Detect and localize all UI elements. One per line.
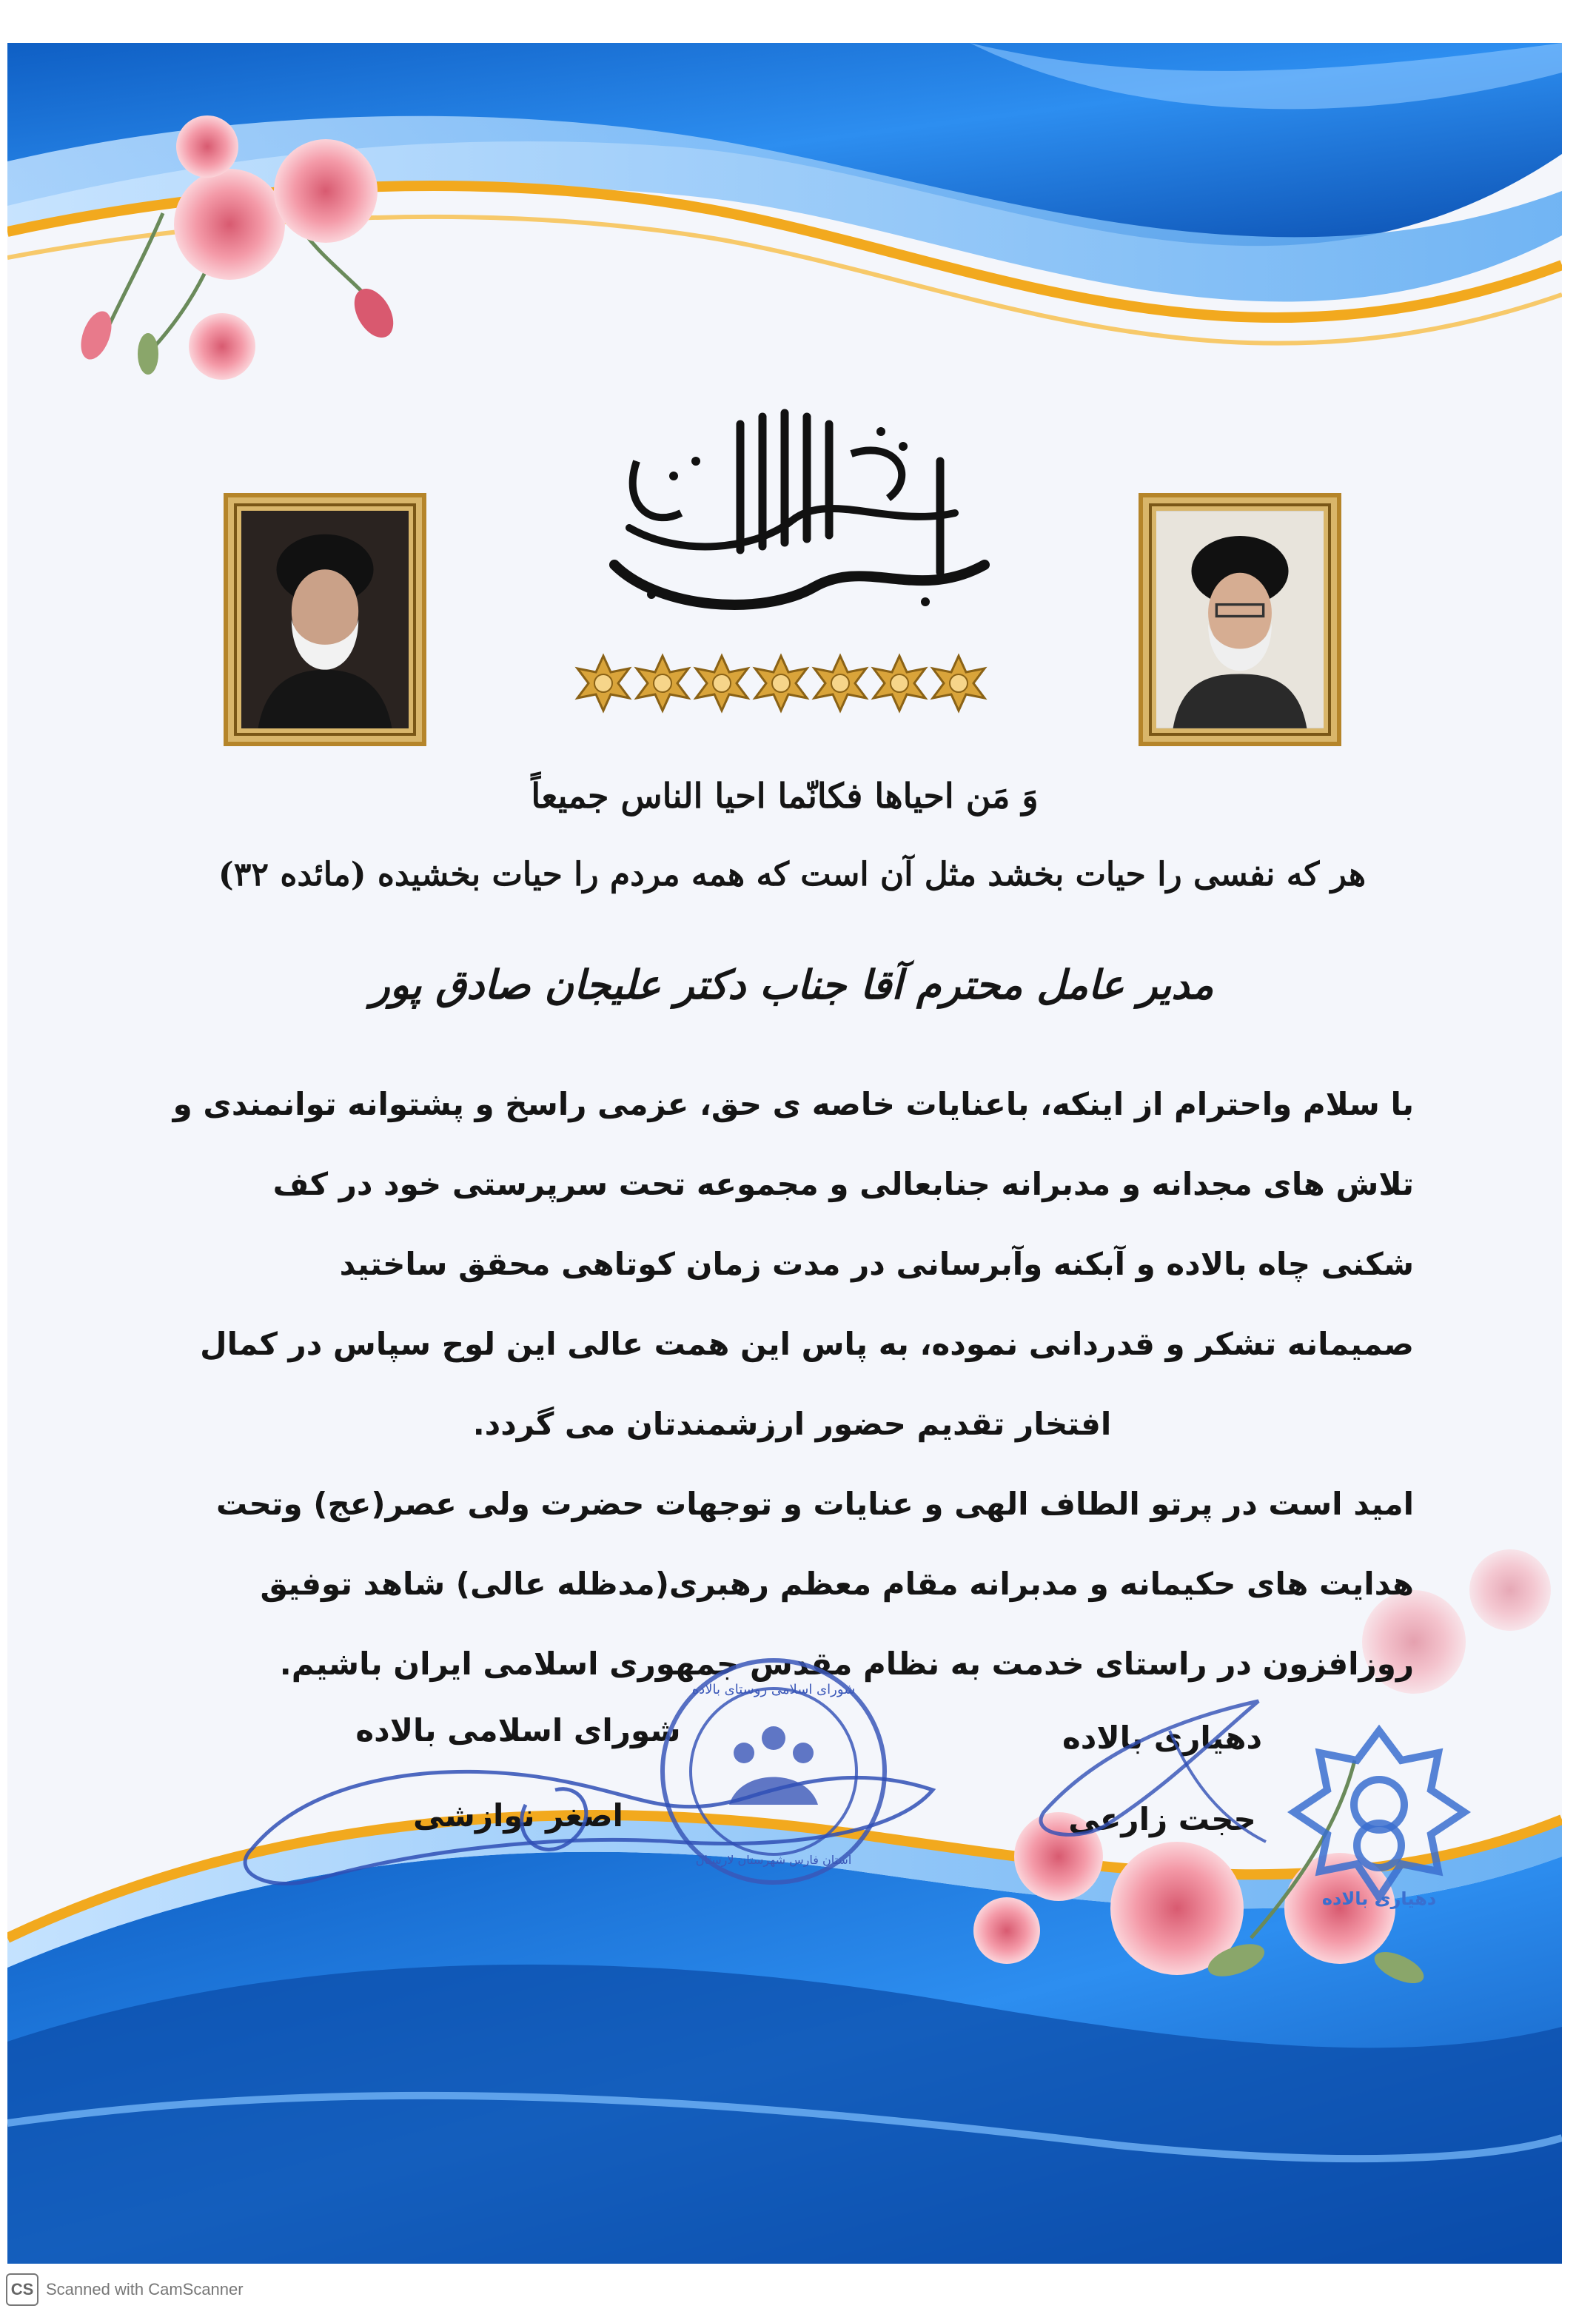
signature-right-name: حجت زارعی xyxy=(1068,1801,1256,1837)
svg-text:شورای اسلامی روستای بالاده: شورای اسلامی روستای بالاده xyxy=(691,1682,856,1697)
body-line: هدایت های حکیمانه و مدبرانه مقام معظم رهبری(مدظله عالی) شاهد توفیق xyxy=(260,1566,1414,1602)
body-line: صمیمانه تشکر و قدردانی نموده، به پاس این همت عالی این لوح سپاس در کمال xyxy=(200,1326,1414,1362)
letter-body xyxy=(170,1064,1414,1704)
ornament-stars-row xyxy=(570,650,1014,717)
council-stamp xyxy=(651,1649,896,1894)
scanner-watermark xyxy=(6,2271,244,2308)
signature-left-name: اصغر نوازشی xyxy=(413,1797,623,1834)
portrait-image-left xyxy=(241,511,409,728)
svg-text:دهیاری بالاده: دهیاری بالاده xyxy=(1321,1888,1437,1909)
body-line: روزافزون در راستای خدمت به نظام مقدس جمهوری اسلامی ایران باشیم. xyxy=(279,1646,1414,1682)
svg-text:استان فارس شهرستان لارستان: استان فارس شهرستان لارستان xyxy=(695,1853,852,1867)
body-line: با سلام واحترام از اینکه، باعنایات خاصه ی حق، عزمی راسخ و پشتوانه توانمندی و xyxy=(172,1086,1414,1122)
certificate-sheet xyxy=(7,43,1562,2264)
portrait-image-right xyxy=(1156,511,1324,728)
body-line: افتخار تقدیم حضور ارزشمندتان می گردد. xyxy=(472,1406,1112,1442)
signature-right-title: دهیاری بالاده xyxy=(1062,1720,1263,1756)
body-line: شکنی چاه بالاده و آبکنه وآبرسانی در مدت زمان کوتاهی محقق ساختید xyxy=(339,1246,1414,1282)
signature-left-title: شورای اسلامی بالاده xyxy=(355,1712,681,1748)
camscanner-logo-icon: CS xyxy=(6,2273,38,2306)
portrait-frame-left xyxy=(224,493,426,746)
bismillah-calligraphy xyxy=(570,380,1014,646)
portrait-frame-right xyxy=(1139,493,1341,746)
dehyari-logo xyxy=(1279,1723,1479,1916)
scanner-footer-text: Scanned with CamScanner xyxy=(46,2280,244,2298)
body-line: تلاش های مجدانه و مدبرانه جنابعالی و مجموعه تحت سرپرستی خود در کف xyxy=(272,1166,1414,1202)
quran-verse: وَ مَن احیاها فکانّما احیا الناس جمیعاً xyxy=(531,776,1039,816)
addressee-line: مدیر عامل محترم آقا جناب دکتر علیجان صادق پور xyxy=(370,961,1214,1008)
body-line: امید است در پرتو الطاف الهی و عنایات و توجهات حضرت ولی عصر(عج) وتحت xyxy=(216,1486,1414,1522)
verse-translation: هر که نفسی را حیات بخشد مثل آن است که همه مردم را حیات بخشیده (مائده ۳۲) xyxy=(218,856,1367,893)
